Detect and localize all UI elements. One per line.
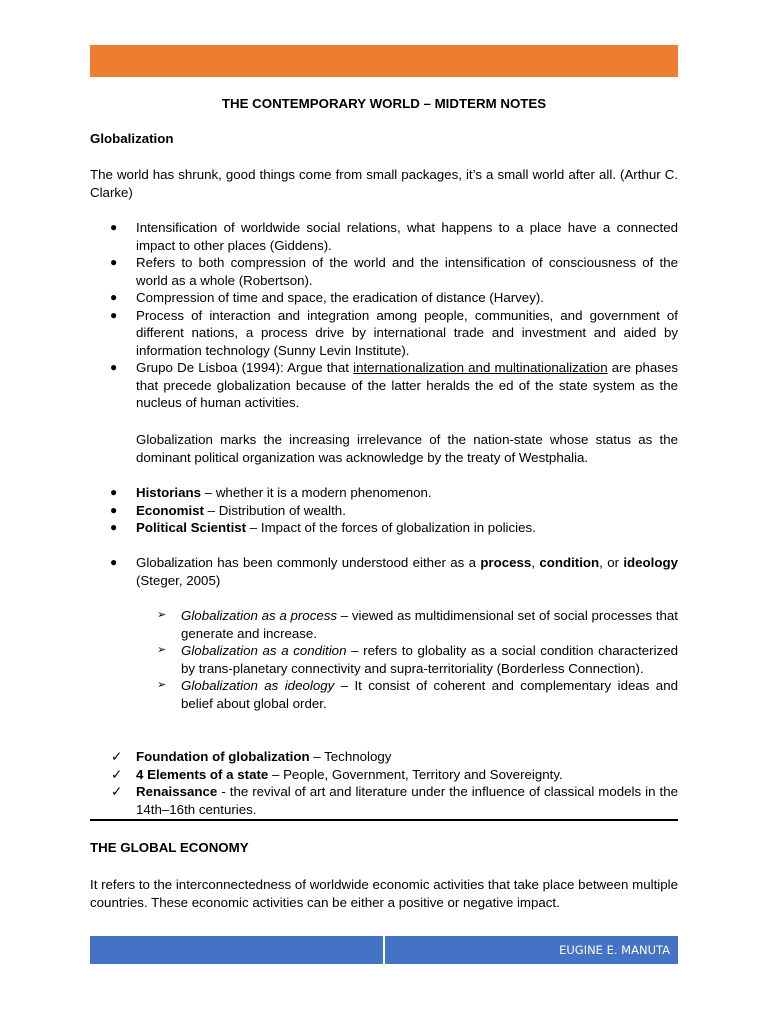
- list-item: ● Process of interaction and integration among people, communities, and government of different nations, a process drive by international trade and investment and aided by information technology (Sunny Levin Institute).: [110, 307, 678, 358]
- facts-list: [111, 748, 678, 818]
- list-item: ● Economist – Distribution of wealth.: [110, 502, 346, 518]
- bullet-icon: ●: [110, 255, 118, 269]
- document-title: THE CONTEMPORARY WORLD – MIDTERM NOTES: [221, 96, 547, 111]
- author-name: EUGINE E. MANUTA: [559, 943, 670, 957]
- footer-right-bar: [385, 936, 678, 964]
- list-item: ✓ Foundation of globalization – Technology: [111, 749, 392, 764]
- underlined-term: internationalization and multinationalization: [353, 360, 608, 375]
- bullet-icon: ●: [110, 502, 118, 517]
- forms-list: [157, 607, 679, 712]
- arrow-bullet-icon: ➢: [157, 609, 167, 621]
- bullet-icon: ●: [110, 220, 118, 234]
- list-item: ➢ Globalization as a condition – refers to globality as a social condition characterized by trans-planetary connectivity and supra-territoriality (Borderless Connection).: [157, 643, 678, 676]
- list-item: ● Globalization has been commonly understood either as a process, condition, or ideology (Steger, 2005): [110, 555, 679, 588]
- list-item: ✓ 4 Elements of a state – People, Government, Territory and Sovereignty.: [111, 766, 563, 782]
- checkmark-icon: ✓: [111, 749, 123, 764]
- globalization-heading: Globalization: [90, 131, 174, 146]
- bullet-icon: ●: [110, 307, 118, 322]
- list-item: ● Political Scientist – Impact of the forces of globalization in policies.: [110, 520, 536, 535]
- list-item: ● Historians – whether it is a modern phenomenon.: [110, 485, 432, 500]
- perspectives-list: [110, 484, 678, 537]
- global-economy-text: It refers to the interconnectedness of worldwide economic activities that take place between multiple countries. These economic activities can be either a positive or negative impact.: [90, 877, 678, 910]
- intro-quote: The world has shrunk, good things come from small packages, it’s a small world after all. (Arthur C. Clarke): [90, 167, 678, 200]
- footer-left-bar: [90, 936, 383, 964]
- westphalia-paragraph: Globalization marks the increasing irrelevance of the nation-state whose status as the dominant political organization was acknowledge by the treaty of Westphalia.: [136, 432, 678, 465]
- list-item: ✓ Renaissance - the revival of art and literature under the influence of classical models in the 14th–16th centuries.: [111, 784, 678, 817]
- bullet-icon: ●: [110, 290, 118, 304]
- list-item: ● Refers to both compression of the world and the intensification of consciousness of the world as a whole (Robertson).: [110, 255, 678, 288]
- arrow-bullet-icon: ➢: [157, 679, 167, 691]
- checkmark-icon: ✓: [111, 766, 123, 782]
- bullet-icon: ●: [110, 485, 118, 499]
- global-economy-heading: THE GLOBAL ECONOMY: [90, 840, 249, 855]
- bullet-icon: ●: [110, 555, 118, 569]
- bullet-icon: ●: [110, 360, 118, 374]
- list-item: ➢ Globalization as a process – viewed as multidimensional set of social processes that generate and increase.: [157, 608, 679, 641]
- understood-list: [110, 554, 679, 589]
- bullet-icon: ●: [110, 520, 118, 534]
- list-item: ● Grupo De Lisboa (1994): Argue that internationalization and multinationalization are phases that precede globalization because of the latter heralds the ed of the state system as the nucleus of human activities.: [110, 360, 678, 410]
- arrow-bullet-icon: ➢: [157, 644, 167, 656]
- list-item: ● Intensification of worldwide social relations, what happens to a place have a connected impact to other places (Giddens).: [110, 220, 678, 253]
- definitions-list: [110, 219, 678, 412]
- header-bar: [90, 45, 678, 77]
- checkmark-icon: ✓: [111, 784, 123, 799]
- list-item: ● Compression of time and space, the eradication of distance (Harvey).: [110, 290, 544, 305]
- section-divider: [90, 819, 678, 821]
- list-item: ➢ Globalization as ideology – It consist of coherent and complementary ideas and belief about global order.: [157, 678, 678, 711]
